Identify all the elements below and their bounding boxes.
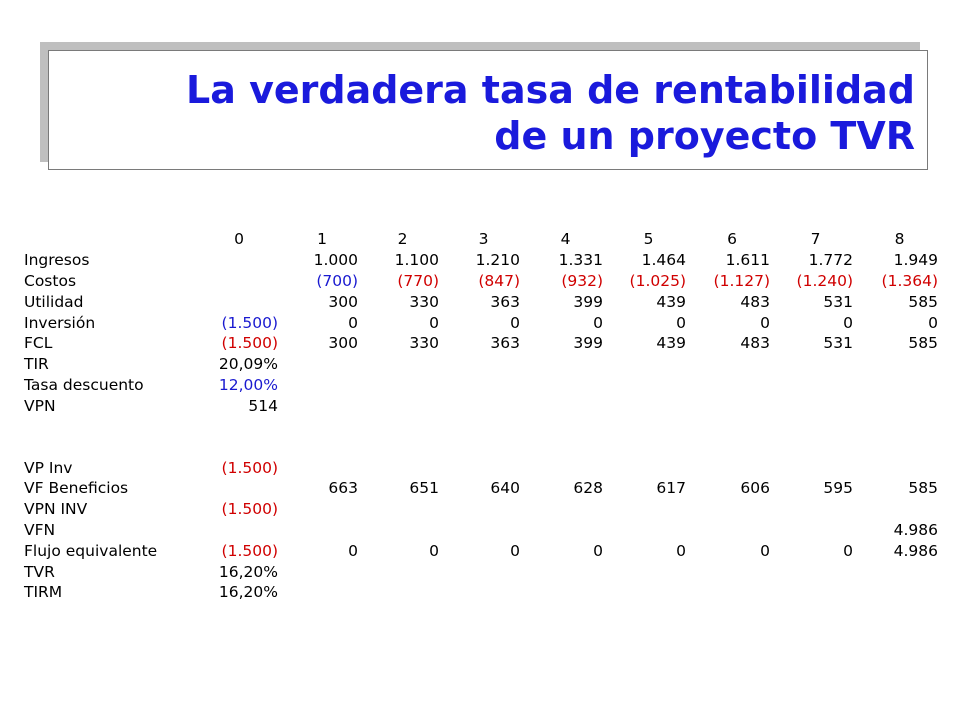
value-cell xyxy=(774,499,857,520)
value-cell: (932) xyxy=(561,271,603,290)
value-cell: 1.611 xyxy=(725,251,770,270)
value-cell: 595 xyxy=(823,479,853,498)
value-cell: 651 xyxy=(409,479,439,498)
row-label: VF Beneficios xyxy=(24,479,129,498)
value-cell: 399 xyxy=(573,292,603,311)
value-cell xyxy=(196,250,282,271)
row-label: Ingresos xyxy=(24,251,90,270)
value-cell: 483 xyxy=(740,292,770,311)
value-cell: 0 xyxy=(760,541,770,560)
row-label: VPN xyxy=(24,396,56,415)
value-cell: 585 xyxy=(908,292,938,311)
table-row xyxy=(18,250,942,271)
value-cell xyxy=(443,354,524,375)
value-cell: 0 xyxy=(843,313,853,332)
value-cell xyxy=(196,520,282,541)
table-row xyxy=(18,354,942,375)
value-cell: 0 xyxy=(760,313,770,332)
value-cell: 0 xyxy=(676,541,686,560)
table-row xyxy=(18,540,942,561)
value-cell: 0 xyxy=(928,313,938,332)
value-cell: (847) xyxy=(478,271,520,290)
value-cell xyxy=(690,561,774,582)
value-cell: 628 xyxy=(573,479,603,498)
value-cell xyxy=(690,375,774,396)
value-cell: 16,20% xyxy=(218,583,278,602)
table-row xyxy=(18,520,942,541)
value-cell xyxy=(524,354,607,375)
value-cell xyxy=(282,499,362,520)
value-cell: 1.772 xyxy=(808,251,853,270)
table-row xyxy=(18,271,942,292)
row-label: Inversión xyxy=(24,313,96,332)
value-cell: 1.464 xyxy=(641,251,686,270)
value-cell xyxy=(774,457,857,478)
value-cell xyxy=(362,395,443,416)
spacer-cell xyxy=(18,416,942,457)
value-cell: (1.364) xyxy=(881,271,938,290)
period-header: 5 xyxy=(643,230,654,249)
value-cell xyxy=(607,499,690,520)
value-cell: 1.210 xyxy=(475,251,520,270)
value-cell: 0 xyxy=(593,313,603,332)
row-label: Costos xyxy=(24,271,77,290)
title-box xyxy=(48,50,928,170)
value-cell: 0 xyxy=(348,541,358,560)
row-label: FCL xyxy=(24,334,53,353)
value-cell: 0 xyxy=(676,313,686,332)
value-cell xyxy=(857,499,942,520)
value-cell: 0 xyxy=(429,541,439,560)
value-cell: 4.986 xyxy=(893,520,938,539)
value-cell xyxy=(690,499,774,520)
value-cell xyxy=(690,354,774,375)
value-cell xyxy=(607,457,690,478)
table-body xyxy=(18,229,942,603)
value-cell xyxy=(196,271,282,292)
period-header: 0 xyxy=(234,230,244,249)
value-cell: 531 xyxy=(823,292,853,311)
value-cell: 617 xyxy=(656,479,686,498)
value-cell xyxy=(282,520,362,541)
value-cell xyxy=(362,561,443,582)
value-cell xyxy=(362,520,443,541)
value-cell xyxy=(524,499,607,520)
value-cell: 20,09% xyxy=(218,355,278,374)
value-cell xyxy=(443,520,524,541)
value-cell xyxy=(857,582,942,603)
title-line-2: de un proyecto TVR xyxy=(494,114,915,158)
value-cell xyxy=(607,520,690,541)
value-cell xyxy=(443,395,524,416)
value-cell: 531 xyxy=(823,334,853,353)
value-cell: (1.025) xyxy=(629,271,686,290)
value-cell: 300 xyxy=(328,292,358,311)
table-row xyxy=(18,478,942,499)
value-cell: 0 xyxy=(510,313,520,332)
value-cell: 399 xyxy=(573,334,603,353)
value-cell xyxy=(690,395,774,416)
value-cell: 1.100 xyxy=(394,251,439,270)
value-cell xyxy=(196,291,282,312)
value-cell xyxy=(282,354,362,375)
period-header: 7 xyxy=(810,230,821,249)
value-cell: 1.949 xyxy=(893,251,938,270)
value-cell xyxy=(443,375,524,396)
value-cell xyxy=(443,457,524,478)
row-label: VPN INV xyxy=(24,500,88,519)
value-cell xyxy=(196,478,282,499)
value-cell: 483 xyxy=(740,334,770,353)
value-cell xyxy=(774,354,857,375)
value-cell: 16,20% xyxy=(218,562,278,581)
value-cell: 439 xyxy=(656,334,686,353)
table-row xyxy=(18,457,942,478)
value-cell: 0 xyxy=(510,541,520,560)
value-cell xyxy=(282,457,362,478)
value-cell xyxy=(443,582,524,603)
period-header: 8 xyxy=(894,230,905,249)
value-cell: 330 xyxy=(409,292,439,311)
value-cell: 12,00% xyxy=(218,375,278,394)
period-header: 1 xyxy=(317,230,327,249)
value-cell: 330 xyxy=(409,334,439,353)
value-cell xyxy=(857,561,942,582)
value-cell: (1.500) xyxy=(221,334,278,353)
value-cell xyxy=(774,520,857,541)
table-row xyxy=(18,291,942,312)
value-cell xyxy=(690,582,774,603)
value-cell xyxy=(282,561,362,582)
value-cell xyxy=(362,354,443,375)
value-cell xyxy=(857,375,942,396)
value-cell: 663 xyxy=(328,479,358,498)
row-label: TIR xyxy=(24,355,49,374)
value-cell xyxy=(607,582,690,603)
row-label: VP Inv xyxy=(24,458,73,477)
value-cell xyxy=(524,561,607,582)
value-cell: 0 xyxy=(429,313,439,332)
value-cell xyxy=(524,375,607,396)
value-cell xyxy=(282,582,362,603)
value-cell xyxy=(362,375,443,396)
row-label: Utilidad xyxy=(24,292,84,311)
header-blank-cell xyxy=(18,229,196,250)
value-cell xyxy=(524,520,607,541)
value-cell: (770) xyxy=(397,271,439,290)
row-label: VFN xyxy=(24,520,56,539)
value-cell: 1.000 xyxy=(313,251,358,270)
value-cell xyxy=(282,375,362,396)
value-cell xyxy=(774,561,857,582)
value-cell xyxy=(774,395,857,416)
value-cell xyxy=(690,520,774,541)
table-row xyxy=(18,395,942,416)
value-cell xyxy=(857,457,942,478)
period-header: 4 xyxy=(560,230,571,249)
value-cell: (1.500) xyxy=(221,458,278,477)
header-row xyxy=(18,229,942,250)
value-cell xyxy=(362,499,443,520)
table-row xyxy=(18,333,942,354)
value-cell xyxy=(524,582,607,603)
value-cell xyxy=(690,457,774,478)
value-cell xyxy=(607,395,690,416)
row-label: Tasa descuento xyxy=(24,375,144,394)
value-cell: 585 xyxy=(908,479,938,498)
cash-flow-table xyxy=(18,229,942,603)
period-header: 2 xyxy=(397,230,408,249)
value-cell: 514 xyxy=(248,396,278,415)
period-header: 3 xyxy=(478,230,489,249)
value-cell: 0 xyxy=(348,313,358,332)
spacer-row xyxy=(18,416,942,457)
period-header: 6 xyxy=(727,230,737,249)
value-cell: 640 xyxy=(490,479,520,498)
value-cell: 606 xyxy=(740,479,770,498)
value-cell xyxy=(282,395,362,416)
value-cell xyxy=(607,561,690,582)
table-row xyxy=(18,312,942,333)
value-cell xyxy=(774,582,857,603)
value-cell xyxy=(362,582,443,603)
value-cell: (1.500) xyxy=(221,541,278,560)
value-cell xyxy=(443,561,524,582)
row-label: Flujo equivalente xyxy=(24,541,158,560)
value-cell xyxy=(607,354,690,375)
value-cell: 0 xyxy=(843,541,853,560)
value-cell xyxy=(774,375,857,396)
value-cell xyxy=(607,375,690,396)
value-cell xyxy=(524,395,607,416)
value-cell xyxy=(362,457,443,478)
value-cell xyxy=(524,457,607,478)
value-cell: 0 xyxy=(593,541,603,560)
value-cell: 1.331 xyxy=(558,251,603,270)
row-label: TVR xyxy=(24,562,55,581)
value-cell: 585 xyxy=(908,334,938,353)
row-label: TIRM xyxy=(24,583,63,602)
value-cell: (1.127) xyxy=(713,271,770,290)
value-cell xyxy=(857,354,942,375)
value-cell: 363 xyxy=(490,334,520,353)
value-cell: (1.240) xyxy=(796,271,853,290)
value-cell xyxy=(857,395,942,416)
table-row xyxy=(18,561,942,582)
value-cell: 363 xyxy=(490,292,520,311)
value-cell: 4.986 xyxy=(893,541,938,560)
value-cell: (1.500) xyxy=(221,313,278,332)
table-row xyxy=(18,499,942,520)
value-cell: (700) xyxy=(316,271,358,290)
title-line-1: La verdadera tasa de rentabilidad xyxy=(186,68,915,112)
table-row xyxy=(18,582,942,603)
value-cell: 439 xyxy=(656,292,686,311)
value-cell xyxy=(443,499,524,520)
table-row xyxy=(18,375,942,396)
value-cell: 300 xyxy=(328,334,358,353)
value-cell: (1.500) xyxy=(221,500,278,519)
